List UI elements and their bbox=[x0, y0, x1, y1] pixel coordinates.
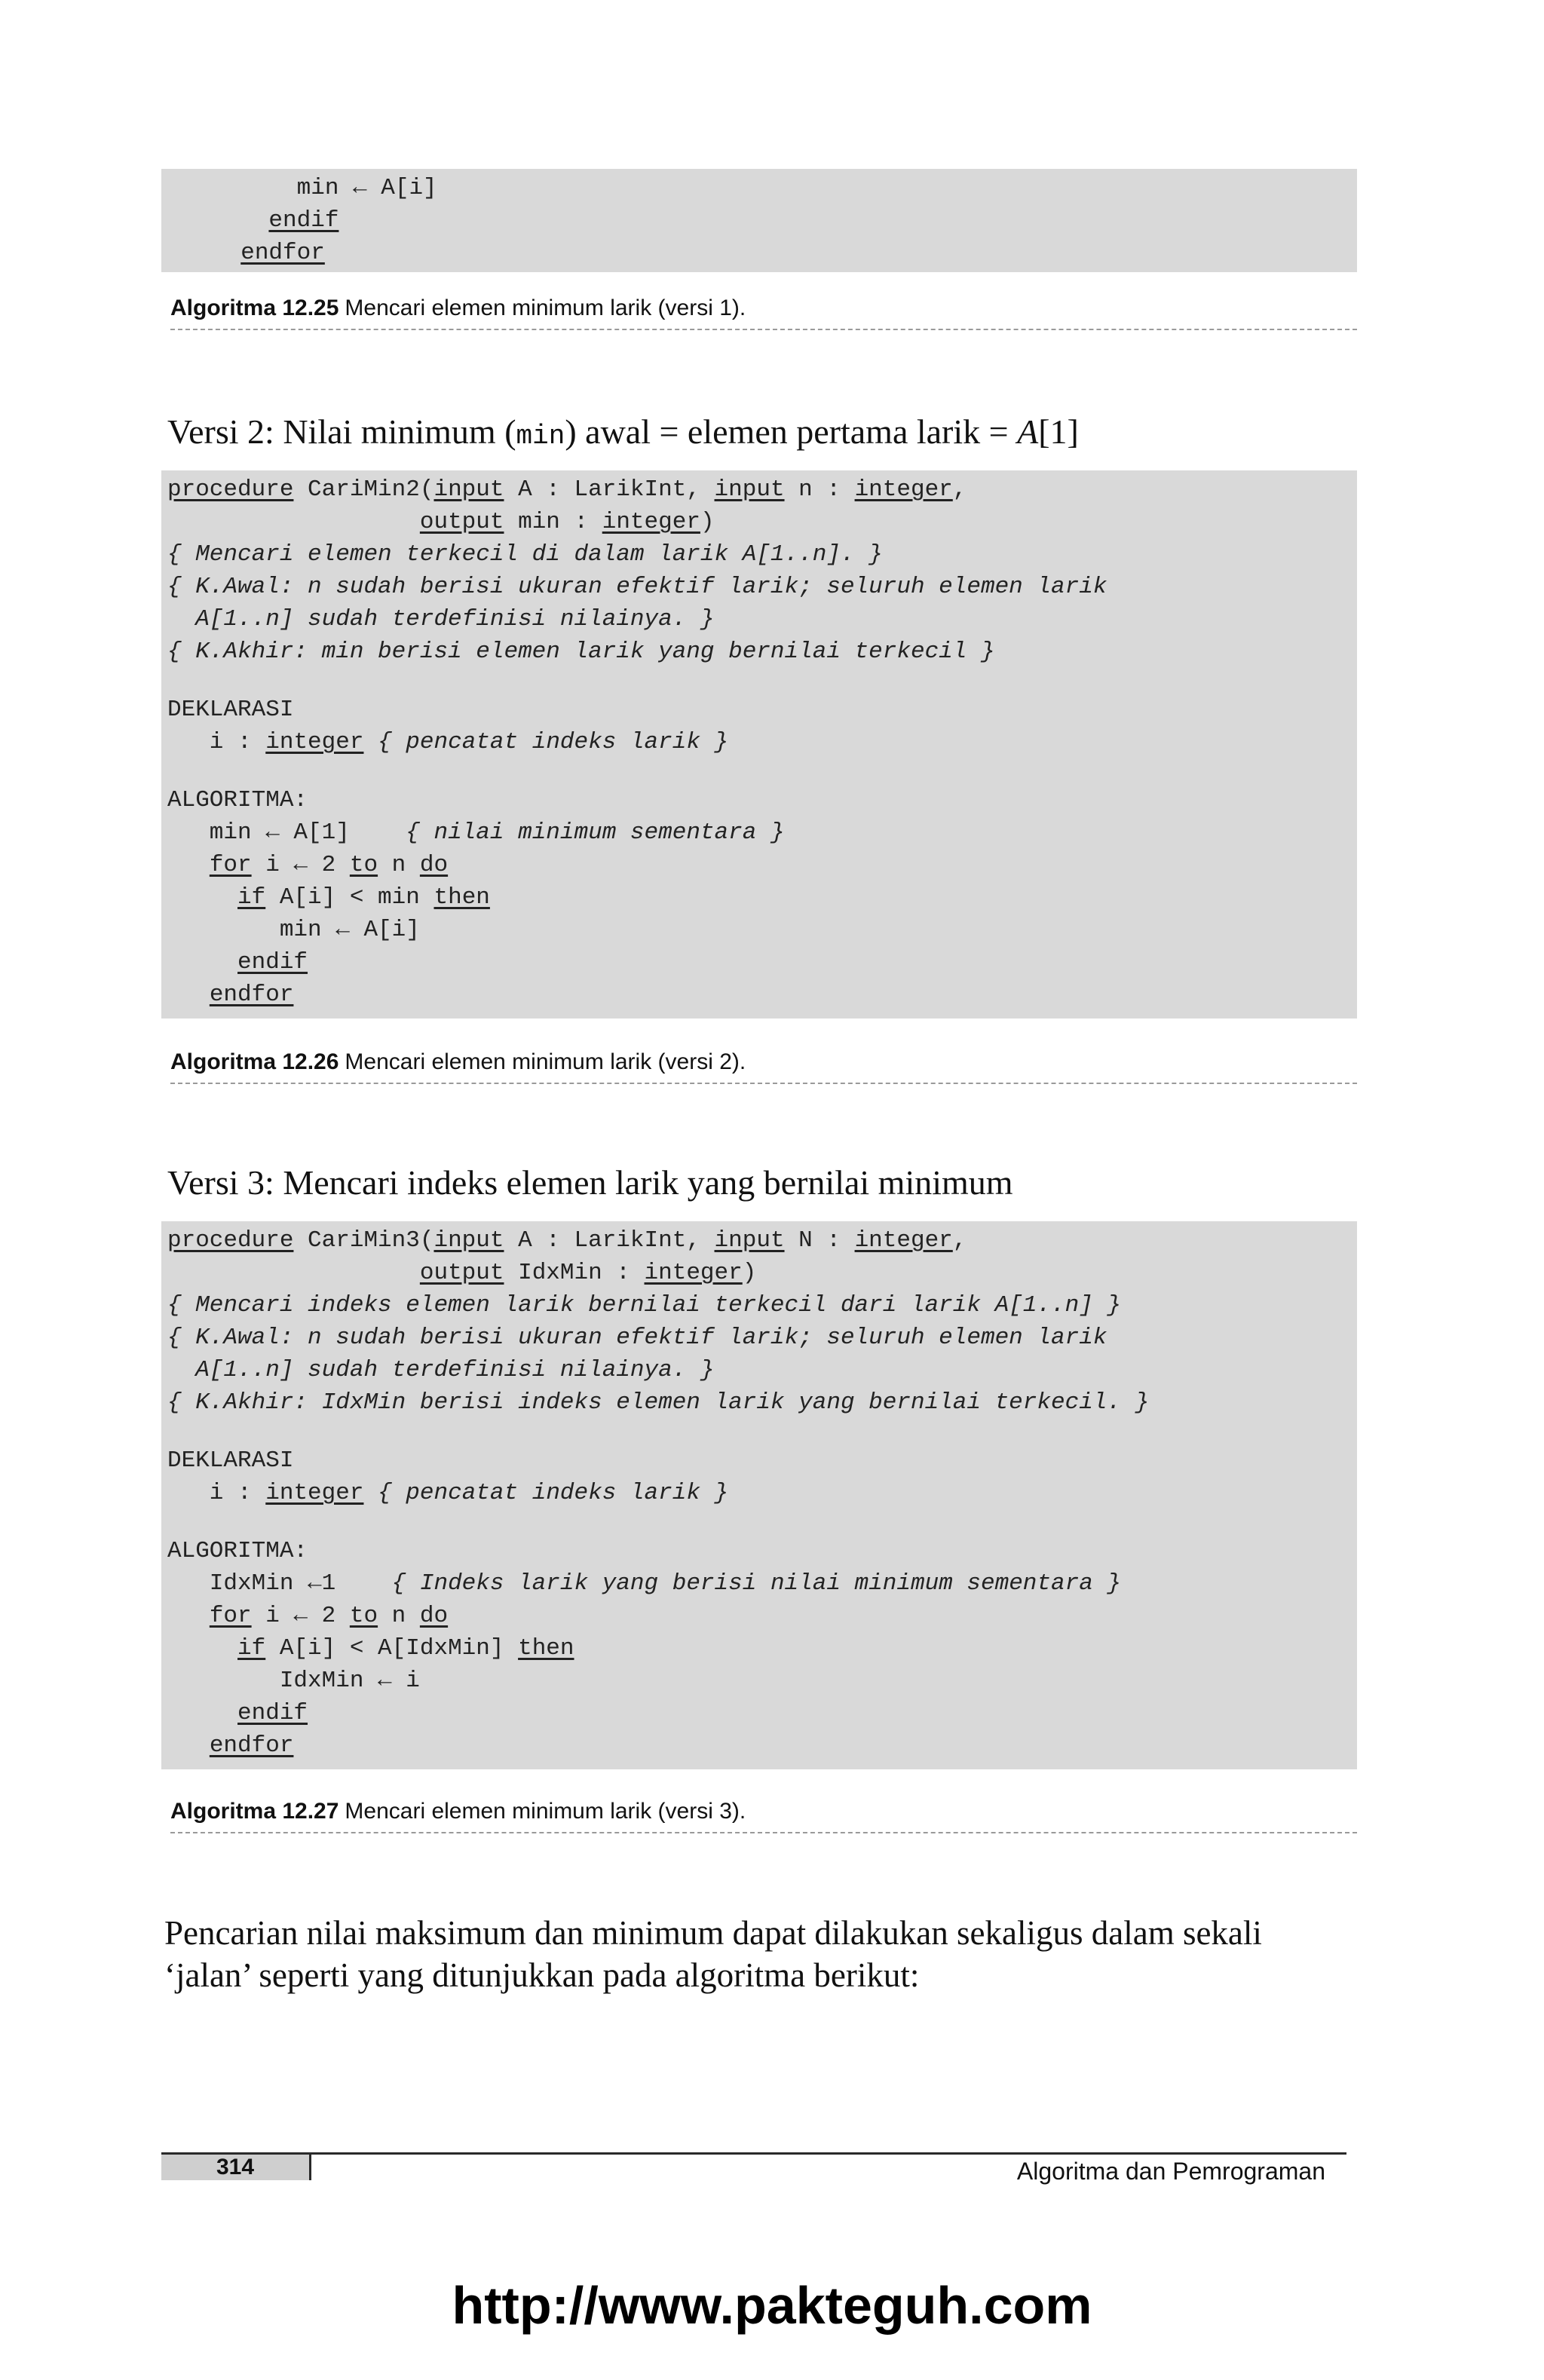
procedure-header: procedure CariMin3(input A : LarikInt, input N : integer, bbox=[167, 1227, 967, 1254]
algorithm-title: ALGORITMA: bbox=[167, 787, 308, 813]
code-block-versi-1-tail bbox=[161, 169, 1357, 272]
code-line: for i ← 2 to n do bbox=[209, 852, 449, 878]
comment-line: A[1..n] sudah terdefinisi nilainya. } bbox=[167, 1357, 715, 1383]
caption-label: Algoritma 12.27 bbox=[170, 1799, 339, 1824]
code-line: min ← A[i] bbox=[167, 917, 420, 943]
comment-line: { Mencari indeks elemen larik bernilai terkecil dari larik A[1..n] } bbox=[167, 1292, 1122, 1319]
algorithm-caption-12-27 bbox=[170, 1799, 1357, 1833]
footer-rule bbox=[161, 2152, 1346, 2155]
book-title: Algoritma dan Pemrograman bbox=[1016, 2158, 1325, 2185]
code-line: min ← A[1] { nilai minimum sementara } bbox=[167, 819, 785, 846]
caption-text: Mencari elemen minimum larik (versi 2). bbox=[345, 1049, 746, 1074]
code-line: for i ← 2 to n do bbox=[209, 1603, 449, 1629]
page-number: 314 bbox=[161, 2155, 311, 2180]
procedure-header-cont: output min : integer) bbox=[419, 509, 715, 535]
comment-line: { K.Akhir: min berisi elemen larik yang bernilai terkecil } bbox=[167, 639, 995, 665]
body-paragraph: Pencarian nilai maksimum dan minimum dapat dilakukan sekaligus dalam sekali ‘jalan’ seperti yang ditunjukkan pada algoritma berikut: bbox=[164, 1914, 1262, 1994]
declaration-title: DEKLARASI bbox=[167, 697, 294, 723]
caption-text: Mencari elemen minimum larik (versi 1). bbox=[345, 296, 746, 320]
declaration-line: i : integer { pencatat indeks larik } bbox=[167, 1480, 729, 1506]
watermark-url: http://www.pakteguh.com bbox=[452, 2276, 1092, 2335]
code-line: if A[i] < A[IdxMin] then bbox=[237, 1635, 574, 1662]
code-line: min ← A[i] bbox=[213, 175, 437, 201]
code-line: endfor bbox=[209, 1732, 294, 1759]
caption-text: Mencari elemen minimum larik (versi 3). bbox=[345, 1799, 746, 1824]
procedure-header: procedure CariMin2(input A : LarikInt, input n : integer, bbox=[167, 476, 967, 503]
code-line: IdxMin ← i bbox=[167, 1668, 420, 1694]
section-heading-versi-2: Versi 2: Nilai minimum (min) awal = elemen pertama larik = A[1] bbox=[167, 412, 1079, 452]
keyword: endif bbox=[268, 207, 339, 234]
code-line: endif bbox=[237, 1700, 308, 1726]
algorithm-caption-12-26 bbox=[170, 1049, 1357, 1084]
code-block-carimin2 bbox=[161, 470, 1357, 1018]
code-line bbox=[213, 204, 1357, 237]
algorithm-caption-12-25 bbox=[170, 296, 1357, 330]
section-heading-versi-3: Versi 3: Mencari indeks elemen larik yang bernilai minimum bbox=[167, 1163, 1013, 1202]
code-line: endif bbox=[237, 949, 308, 976]
procedure-header-cont: output IdxMin : integer) bbox=[419, 1260, 757, 1286]
code-line: endfor bbox=[209, 982, 294, 1008]
declaration-title: DEKLARASI bbox=[167, 1447, 294, 1474]
comment-line: { K.Akhir: IdxMin berisi indeks elemen larik yang bernilai terkecil. } bbox=[167, 1389, 1150, 1416]
keyword: endfor bbox=[240, 240, 325, 266]
comment-line: { K.Awal: n sudah berisi ukuran efektif larik; seluruh elemen larik bbox=[167, 574, 1107, 600]
code-line bbox=[213, 237, 1357, 269]
comment-line: { Mencari elemen terkecil di dalam larik A[1..n]. } bbox=[167, 541, 883, 568]
comment-line: A[1..n] sudah terdefinisi nilainya. } bbox=[167, 606, 715, 633]
code-block-carimin3 bbox=[161, 1221, 1357, 1769]
declaration-line: i : integer { pencatat indeks larik } bbox=[167, 729, 729, 755]
algorithm-title: ALGORITMA: bbox=[167, 1538, 308, 1564]
code-line: if A[i] < min then bbox=[237, 884, 490, 911]
caption-label: Algoritma 12.26 bbox=[170, 1049, 339, 1074]
caption-label: Algoritma 12.25 bbox=[170, 296, 339, 320]
code-line: IdxMin ←1 { Indeks larik yang berisi nilai minimum sementara } bbox=[167, 1570, 1122, 1597]
comment-line: { K.Awal: n sudah berisi ukuran efektif larik; seluruh elemen larik bbox=[167, 1325, 1107, 1351]
